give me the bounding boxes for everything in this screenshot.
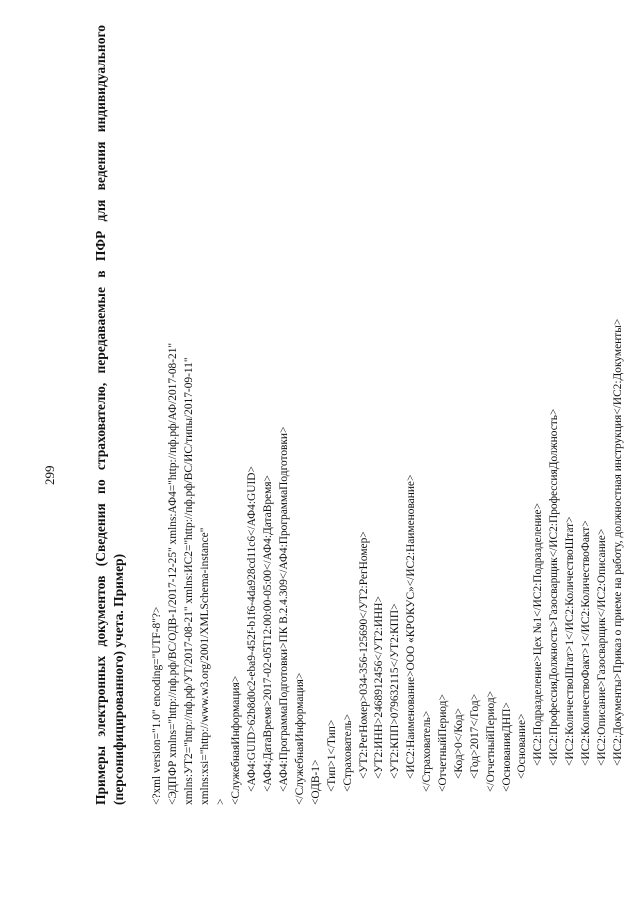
xml-code-line: <АФ4:ДатаВремя>2017-02-05T12:00:00-05:00</АФ4:ДатаВремя> (262, 475, 275, 792)
xml-code-line: <ОснованияДНП> (500, 702, 513, 792)
xml-code-line: <ИС2:КоличествоФакт>1</ИС2:КоличествоФакт> (580, 520, 593, 766)
xml-code-line: </СлужебнаяИнформация> (294, 672, 307, 805)
xml-code-line: <ИС2:КоличествоШтат>1</ИС2:КоличествоШтат> (564, 516, 577, 766)
xml-code-line: <ИС2:Наименование>ООО «КРОКУС»</ИС2:Наименование> (405, 474, 418, 779)
xml-example-block (150, 15, 627, 805)
xml-code-line: <ИС2:ПрофессияДолжность>Газосварщик</ИС2:ПрофессияДолжность> (548, 408, 561, 766)
xml-code-line: <Код>0</Код> (452, 708, 465, 779)
page-number: 299 (42, 465, 57, 485)
xml-code-line: <ОДВ-1> (309, 759, 322, 805)
xml-code-line: <АФ4:GUID>62b8d0c2-eba9-452f-b1f6-4da928cd11c6</АФ4:GUID> (246, 466, 259, 792)
xml-code-line: <Страхователь> (341, 713, 354, 792)
xml-code-line: <ИС2:Документы>Приказ о приеме на работу, должностная инструкция</ИС2:Документы> (611, 318, 624, 766)
xml-code-line: <ИС2:Описание>Газосварщик</ИС2:Описание> (595, 528, 608, 766)
xml-code-line: <?xml version="1.0" encoding="UTF-8"?> (151, 606, 163, 805)
xml-code-line: <УТ2:КПП>079632115</УТ2:КПП> (389, 603, 402, 779)
xml-code-line: </ОтчетныйПериод> (484, 690, 497, 792)
xml-code-line: <ИС2:Подразделение>Цех №1</ИС2:Подразделение> (532, 502, 545, 766)
xml-code-line: <ЭДПФР xmlns="http://пф.рф/ВС/ОДВ-1/2017-12-25" xmlns:АФ4="http://пф.рф/АФ/2017-08-21" (166, 342, 179, 805)
xml-code-line: <ОтчетныйПериод> (437, 694, 450, 792)
xml-code-line: <АФ4:ПрограммаПодготовки>ПК В.2.4.309</АФ4:ПрограммаПодготовки> (278, 426, 291, 792)
document-heading: Примеры электронных документов (Сведения по страхователю, передаваемые в ПФР для ведения индивидуального (персонифицированного) учета. Пример) (93, 25, 126, 805)
xml-code-line: <УТ2:ИНН>2468912456</УТ2:ИНН> (373, 596, 386, 779)
xml-code-line: <Основание> (516, 713, 529, 779)
xml-code-line: <Тип>1</Тип> (325, 719, 338, 792)
xml-code-line: <СлужебнаяИнформация> (230, 675, 243, 805)
xml-code-line: <УТ2:РегНомер>034-356-125690</УТ2:РегНомер> (357, 531, 370, 779)
xml-code-line: > (214, 798, 227, 805)
xml-code-line: </Страхователь> (421, 710, 434, 792)
xml-code-line: xmlns:xsi="http://www.w3.org/2001/XMLSchema-instance" (198, 527, 211, 805)
xml-code-line: xmlns:УТ2="http://пф.рф/УТ/2017-08-21" xmlns:ИС2="http://пф.рф/ВС/ИС/типы/2017-09-11" (182, 357, 195, 805)
xml-code-line: <Год>2017</Год> (468, 693, 481, 779)
